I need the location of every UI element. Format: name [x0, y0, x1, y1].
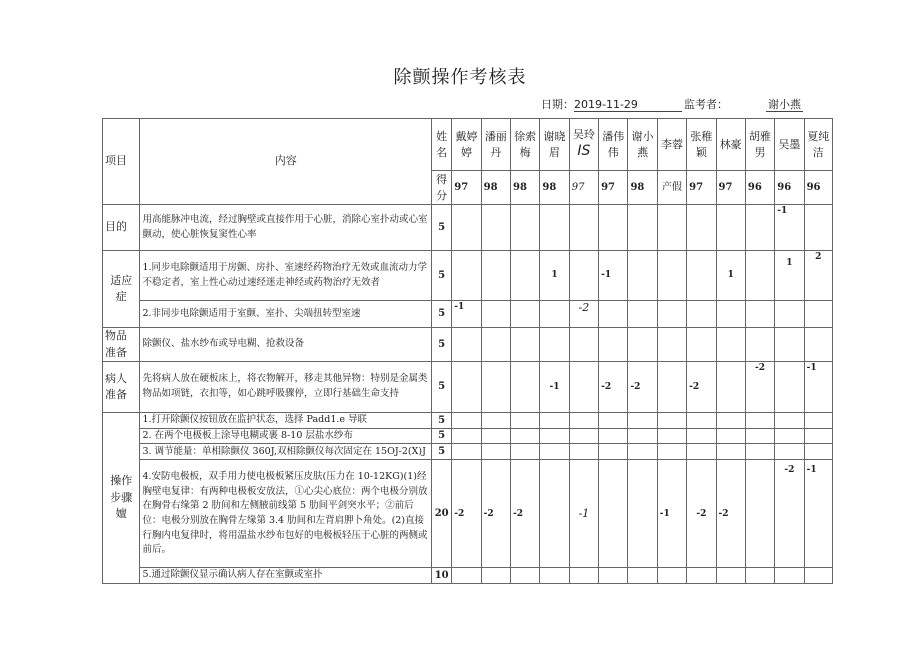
page-title: 除颤操作考核表: [393, 67, 527, 88]
row-step-3: [103, 444, 833, 460]
student-name-extra: IS: [577, 143, 591, 160]
deduction: -2: [716, 460, 745, 568]
student-score: 产假: [657, 171, 686, 205]
assessment-table: [102, 118, 833, 584]
row-step-4: [103, 460, 833, 568]
content-step-2: 2. 在两个电极板上涂导电糊或裹 8-10 层盐水纱布: [140, 428, 432, 444]
student-score: 97: [599, 171, 628, 205]
student-score: 98: [511, 171, 540, 205]
student-score: 97: [687, 171, 716, 205]
deduction: -2: [511, 460, 540, 568]
student-name: 李蓉: [657, 119, 686, 171]
student-score: 97: [452, 171, 481, 205]
deduction: -1: [540, 362, 569, 413]
deduction: 1: [716, 251, 745, 301]
student-name: 夏纯洁: [804, 119, 832, 171]
deduction: -2: [687, 460, 716, 568]
examiner-label: 监考者：: [684, 98, 728, 111]
content-indication-1: 1.同步电除颤适用于房颤、房扑、室速经药物治疗无效或血流动力学不稳定者，室上性心动过速经迷走神经或药物治疗无效者: [140, 251, 432, 301]
student-name: 胡雅男: [745, 119, 774, 171]
category-steps-label: 操作步骤: [110, 474, 133, 504]
header-row-names: [103, 119, 833, 171]
student-score: 98: [628, 171, 657, 205]
content-step-3: 3. 调节能量：单相除颤仪 360J,双相除颤仪每次固定在 15OJ-2(X)J: [140, 444, 432, 460]
score-label: 得分: [432, 171, 452, 205]
project-header: 项目: [103, 119, 140, 205]
student-score: 96: [804, 171, 832, 205]
student-score: 98: [481, 171, 510, 205]
student-name: 潘丽丹: [481, 119, 510, 171]
deduction: -2: [452, 460, 481, 568]
row-indication-1: [103, 251, 833, 301]
points-step-4: 20: [432, 460, 452, 568]
category-indication: 适应症: [103, 251, 140, 328]
date-value: 2019-11-29: [574, 98, 682, 112]
student-score: 97: [569, 171, 598, 205]
content-header: 内容: [140, 119, 432, 205]
student-name: 谢小燕: [628, 119, 657, 171]
deduction: -2: [599, 362, 628, 413]
student-name-cell: [569, 119, 598, 171]
points-step-1: 5: [432, 413, 452, 429]
deduction: -1: [569, 460, 598, 568]
student-name: 吴玲: [572, 128, 595, 141]
deduction: -2: [775, 460, 804, 568]
deduction: 1: [775, 251, 804, 301]
student-name: 吴墨: [775, 119, 804, 171]
content-purpose: 用高能脉冲电流，经过胸壁或直接作用于心脏，消除心室扑动或心室颤动，使心脏恢复窦性心率: [140, 205, 432, 251]
content-patient: 先将病人放在硬板床上，将衣物解开，移走其他异物：特别是金属类物品如项链，衣扣等，如心跳呼吸骤停，立即行基础生命支持: [140, 362, 432, 413]
student-name: 戴婷婷: [452, 119, 481, 171]
deduction: -1: [804, 460, 832, 568]
deduction: -1: [599, 251, 628, 301]
deduction: 1: [540, 251, 569, 301]
deduction: -2: [745, 362, 774, 413]
examiner-name: 谢小燕: [768, 98, 801, 111]
student-name: 谢晓眉: [540, 119, 569, 171]
content-supplies: 除颤仪、盐水纱布或导电糊、抢救设备: [140, 328, 432, 362]
deduction: -2: [628, 362, 657, 413]
deduction: -1: [775, 205, 804, 251]
points-step-5: 10: [432, 568, 452, 584]
row-supplies: [103, 328, 833, 362]
exam-meta: [541, 96, 803, 112]
student-name: 张稚颖: [687, 119, 716, 171]
deduction: -1: [657, 460, 686, 568]
student-score: 96: [775, 171, 804, 205]
name-label: 姓名: [432, 119, 452, 171]
student-score: 96: [745, 171, 774, 205]
student-name: 林豪: [716, 119, 745, 171]
row-step-1: [103, 413, 833, 429]
points-indication-1: 5: [432, 251, 452, 301]
category-steps: 操作步骤 嬗: [103, 413, 140, 584]
points-purpose: 5: [432, 205, 452, 251]
row-step-2: [103, 428, 833, 444]
category-patient: 病人准备: [103, 362, 140, 413]
student-name: 徐索梅: [511, 119, 540, 171]
content-step-1: 1.打开除颤仪按钮放在监护状态，选择 Padd1.e 导联: [140, 413, 432, 429]
category-purpose: 目的: [103, 205, 140, 251]
content-step-4: 4.安防电极板，双手用力使电极板紧压皮肤(压力在 10-12KG)(1)经胸壁电复律：有两种电极板安放法，①心尖心底位：两个电极分别放在胸骨右缘第 2 肋间和左侧腋前线第 5 肋间平剑突水平；②前后位：电极分别放在胸骨左缘第 3.4 肋间和左背肩胛卜角处。(2)直接行胸内电复律时，将用温盐水纱布包好的电极板轻压于心脏的两侧或前后。: [140, 460, 432, 568]
content-indication-2: 2.非同步电除颤适用于室颤、室扑、尖端扭转型室速: [140, 301, 432, 328]
points-step-3: 5: [432, 444, 452, 460]
deduction: -1: [804, 362, 832, 413]
content-step-5: 5.通过除颤仪显示确认病人存在室颤或室扑: [140, 568, 432, 584]
row-step-5: [103, 568, 833, 584]
deduction: 2: [804, 251, 832, 301]
deduction: -1: [452, 301, 481, 328]
points-indication-2: 5: [432, 301, 452, 328]
row-purpose: [103, 205, 833, 251]
student-name: 潘伟伟: [599, 119, 628, 171]
points-patient: 5: [432, 362, 452, 413]
points-supplies: 5: [432, 328, 452, 362]
row-patient: [103, 362, 833, 413]
deduction: -2: [687, 362, 716, 413]
deduction: -2: [569, 301, 598, 328]
row-indication-2: [103, 301, 833, 328]
date-label: 日期：: [541, 98, 574, 111]
student-score: 98: [540, 171, 569, 205]
student-score: 97: [716, 171, 745, 205]
category-supplies: 物品准备: [103, 328, 140, 362]
points-step-2: 5: [432, 428, 452, 444]
deduction: -2: [481, 460, 510, 568]
